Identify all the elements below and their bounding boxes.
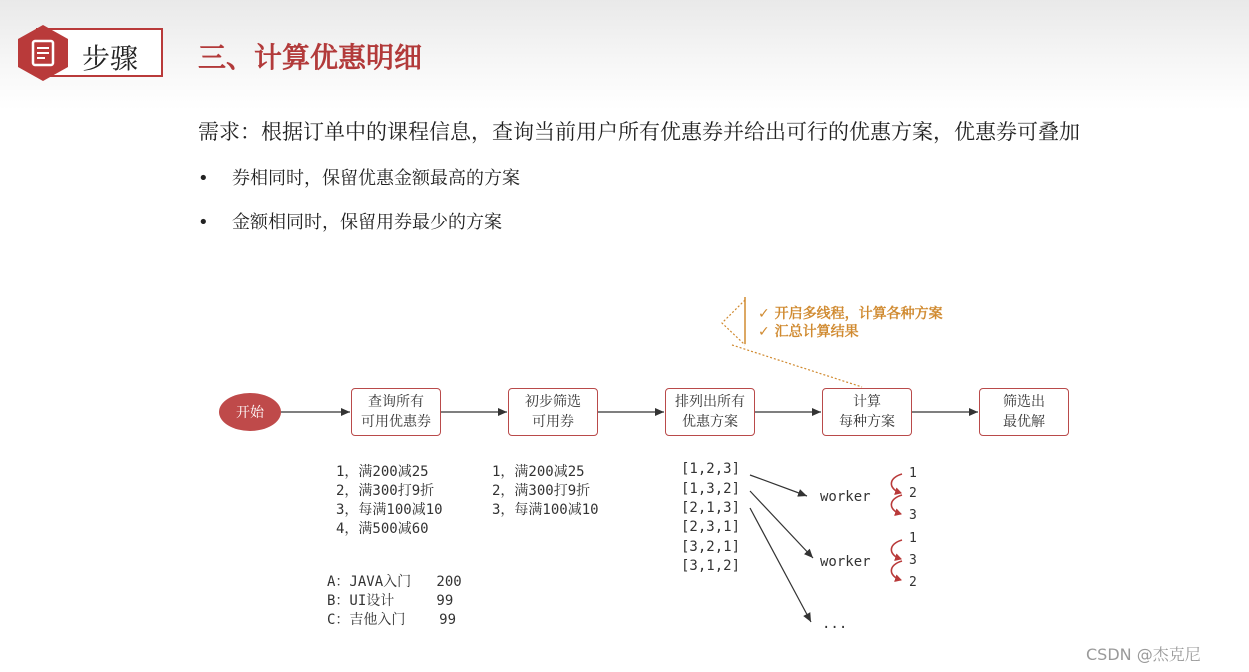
flow-step-filter-coupons (508, 388, 598, 436)
check-icon: ✓ (758, 324, 770, 340)
flow-step-list-schemes (665, 388, 755, 436)
flow-step-line: 计算 (853, 394, 881, 410)
requirement-text: 需求：根据订单中的课程信息，查询当前用户所有优惠券并给出可行的优惠方案，优惠券可叠加 (198, 120, 1080, 144)
worker-label: worker (820, 489, 871, 505)
permutation-item: [3,2,1] (681, 539, 741, 555)
permutation-item: [1,2,3] (681, 461, 741, 477)
watermark: CSDN @杰克尼 (1086, 645, 1201, 664)
callout-leader (732, 345, 862, 387)
iteration-arrow (891, 540, 902, 559)
coupon-item: 1，满200减25 (336, 464, 429, 480)
coupon-item: 4，满500减60 (336, 521, 429, 537)
flow-step-line: 可用优惠券 (361, 414, 431, 430)
check-icon: ✓ (758, 306, 770, 322)
permutation-item: [2,3,1] (681, 519, 741, 535)
callout-pointer (722, 300, 745, 345)
course-item: C：吉他入门 99 (327, 612, 457, 628)
filtered-coupon-item: 1，满200减25 (492, 464, 585, 480)
worker-order-item: 3 (909, 553, 917, 568)
bullet-text: 券相同时，保留优惠金额最高的方案 (232, 168, 520, 189)
course-item: A：JAVA入门 200 (327, 574, 462, 590)
dispatch-arrow (750, 475, 807, 496)
iteration-arrow (891, 561, 902, 580)
permutation-item: [2,1,3] (681, 500, 741, 516)
flow-step-line: 每种方案 (839, 414, 895, 430)
worker-order-item: 2 (909, 486, 917, 501)
bullet-text: 金额相同时，保留用券最少的方案 (232, 212, 502, 233)
flow-step-query-coupons (351, 388, 441, 436)
filtered-coupon-item: 3，每满100减10 (492, 502, 599, 518)
step-label: 步骤 (82, 42, 139, 75)
flow-step-line: 初步筛选 (525, 394, 581, 410)
flow-start-node: 开始 (219, 393, 281, 431)
coupon-item: 2，满300打9折 (336, 483, 435, 499)
worker-order-item: 1 (909, 531, 917, 546)
filtered-coupon-item: 2，满300打9折 (492, 483, 591, 499)
flow-step-line: 最优解 (1003, 414, 1045, 430)
callout-text: 开启多线程，计算各种方案 (774, 306, 943, 322)
course-item: B：UI设计 99 (327, 593, 454, 609)
flow-step-line: 查询所有 (368, 394, 424, 410)
permutation-item: [3,1,2] (681, 558, 741, 574)
callout-item (758, 303, 943, 323)
callout-item (758, 321, 859, 341)
more-workers-ellipsis: ... (822, 616, 848, 632)
coupon-item: 3，每满100减10 (336, 502, 443, 518)
worker-order-item: 2 (909, 575, 917, 590)
callout-text: 汇总计算结果 (774, 324, 859, 340)
flow-step-line: 可用券 (532, 414, 574, 430)
bullet-dot: • (198, 168, 209, 189)
flow-step-line: 优惠方案 (682, 414, 738, 430)
flow-step-calculate-schemes (822, 388, 912, 436)
section-title: 三、计算优惠明细 (198, 41, 423, 74)
flow-step-line: 排列出所有 (675, 394, 745, 410)
dispatch-arrow (750, 508, 811, 622)
flow-step-line: 筛选出 (1003, 394, 1045, 410)
worker-order-item: 1 (909, 466, 917, 481)
iteration-arrow (891, 495, 902, 514)
permutation-item: [1,3,2] (681, 481, 741, 497)
worker-label: worker (820, 554, 871, 570)
bullet-dot: • (198, 212, 209, 233)
iteration-arrow (891, 474, 902, 493)
flow-step-select-best (979, 388, 1069, 436)
worker-order-item: 3 (909, 508, 917, 523)
